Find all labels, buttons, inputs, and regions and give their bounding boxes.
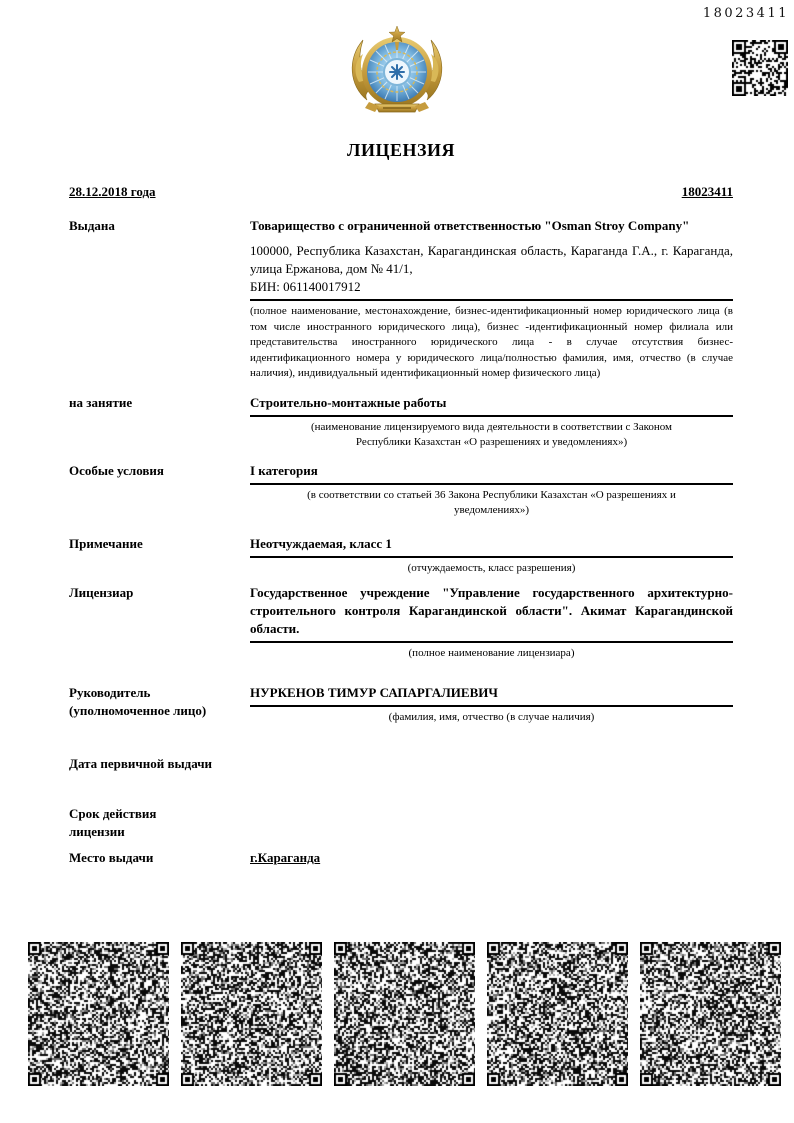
field-label-validity-line1: Срок действия [69,806,157,821]
signature-barcode-3 [334,942,475,1086]
field-label-issue-place: Место выдачи [69,850,154,865]
field-special-conditions [69,462,733,519]
field-label-validity-line2: лицензии [69,824,125,839]
field-caption-note: (отчуждаемость, класс разрешения) [407,561,576,574]
field-label-first-issue-date: Дата первичной выдачи [69,756,213,771]
field-label-head [69,684,250,720]
kazakhstan-coat-of-arms-icon [345,24,449,116]
field-validity-period [69,805,733,841]
field-caption-activity: (наименование лицензируемого вида деятельности в соответствии с Законом Республики Казахстан «О разрешениях и уведомлениях») [310,420,673,448]
signature-barcode-5 [640,942,781,1086]
company-address: 100000, Республика Казахстан, Карагандинская область, Караганда Г.А., г. Караганда, улица Ержанова, дом № 41/1, [250,243,733,276]
field-caption-licensor: (полное наименование лицензиара) [408,647,575,659]
issue-date: 28.12.2018 года [69,184,156,199]
activity-value: Строительно-монтажные работы [250,394,447,410]
field-label-special-conditions: Особые условия [69,462,164,478]
field-caption-head: (фамилия, имя, отчество (в случае наличия) [388,710,595,723]
signature-barcode-4 [487,942,628,1086]
field-caption-special-conditions: (в соответствии со статьей 36 Закона Республики Казахстан «О разрешениях и уведомлениях») [307,488,676,516]
field-label-note: Примечание [69,535,143,551]
field-label-validity-period [69,805,250,841]
licensor-value: Государственное учреждение "Управление государственного архитектурно-строительного контроля Карагандинской области". Акимат Карагандинской области. [250,585,733,636]
field-issue-place [69,849,733,867]
field-label-activity: на занятие [69,394,133,410]
field-label-head-line2: (уполномоченное лицо) [69,702,207,718]
field-label-issued-to: Выдана [69,218,115,233]
head-name: НУРКЕНОВ ТИМУР САПАРГАЛИЕВИЧ [250,684,498,700]
special-conditions-value: I категория [250,462,318,478]
field-label-licensor: Лицензиар [69,585,134,600]
field-label-head-line1: Руководитель [69,684,151,700]
issue-place-value: г.Караганда [250,850,321,865]
field-note [69,535,733,577]
signature-barcode-1 [28,942,169,1086]
company-name: Товарищество с ограниченной ответственностью "Osman Stroy Company" [250,218,690,233]
field-issued-to [69,217,733,382]
document-body [69,140,733,867]
license-number: 18023411 [681,184,733,199]
document-title: ЛИЦЕНЗИЯ [347,140,455,160]
date-number-row [69,184,733,200]
field-head [69,684,733,726]
field-caption-issued-to: (полное наименование, местонахождение, бизнес-идентификационный номер юридического лица (в том числе иностранного юридического лица), бизнес -идентификационный номер филиала или представительства иностранного юридического лица - в случае отсутствия бизнес-идентификационного номера у юридического лица/полностью фамилия, имя, отчество (в случае наличия), индивидуальный идентификационный номер физического лица) [250,305,733,379]
signature-barcode-2 [181,942,322,1086]
document-number-top: 18023411 [702,6,789,21]
signature-barcode-strip [28,942,781,1086]
field-licensor [69,584,733,662]
company-bin: БИН: 061140017912 [250,279,361,294]
note-value: Неотчуждаемая, класс 1 [250,535,392,551]
field-first-issue-date [69,755,733,773]
field-activity [69,394,733,451]
qr-code [732,40,788,96]
